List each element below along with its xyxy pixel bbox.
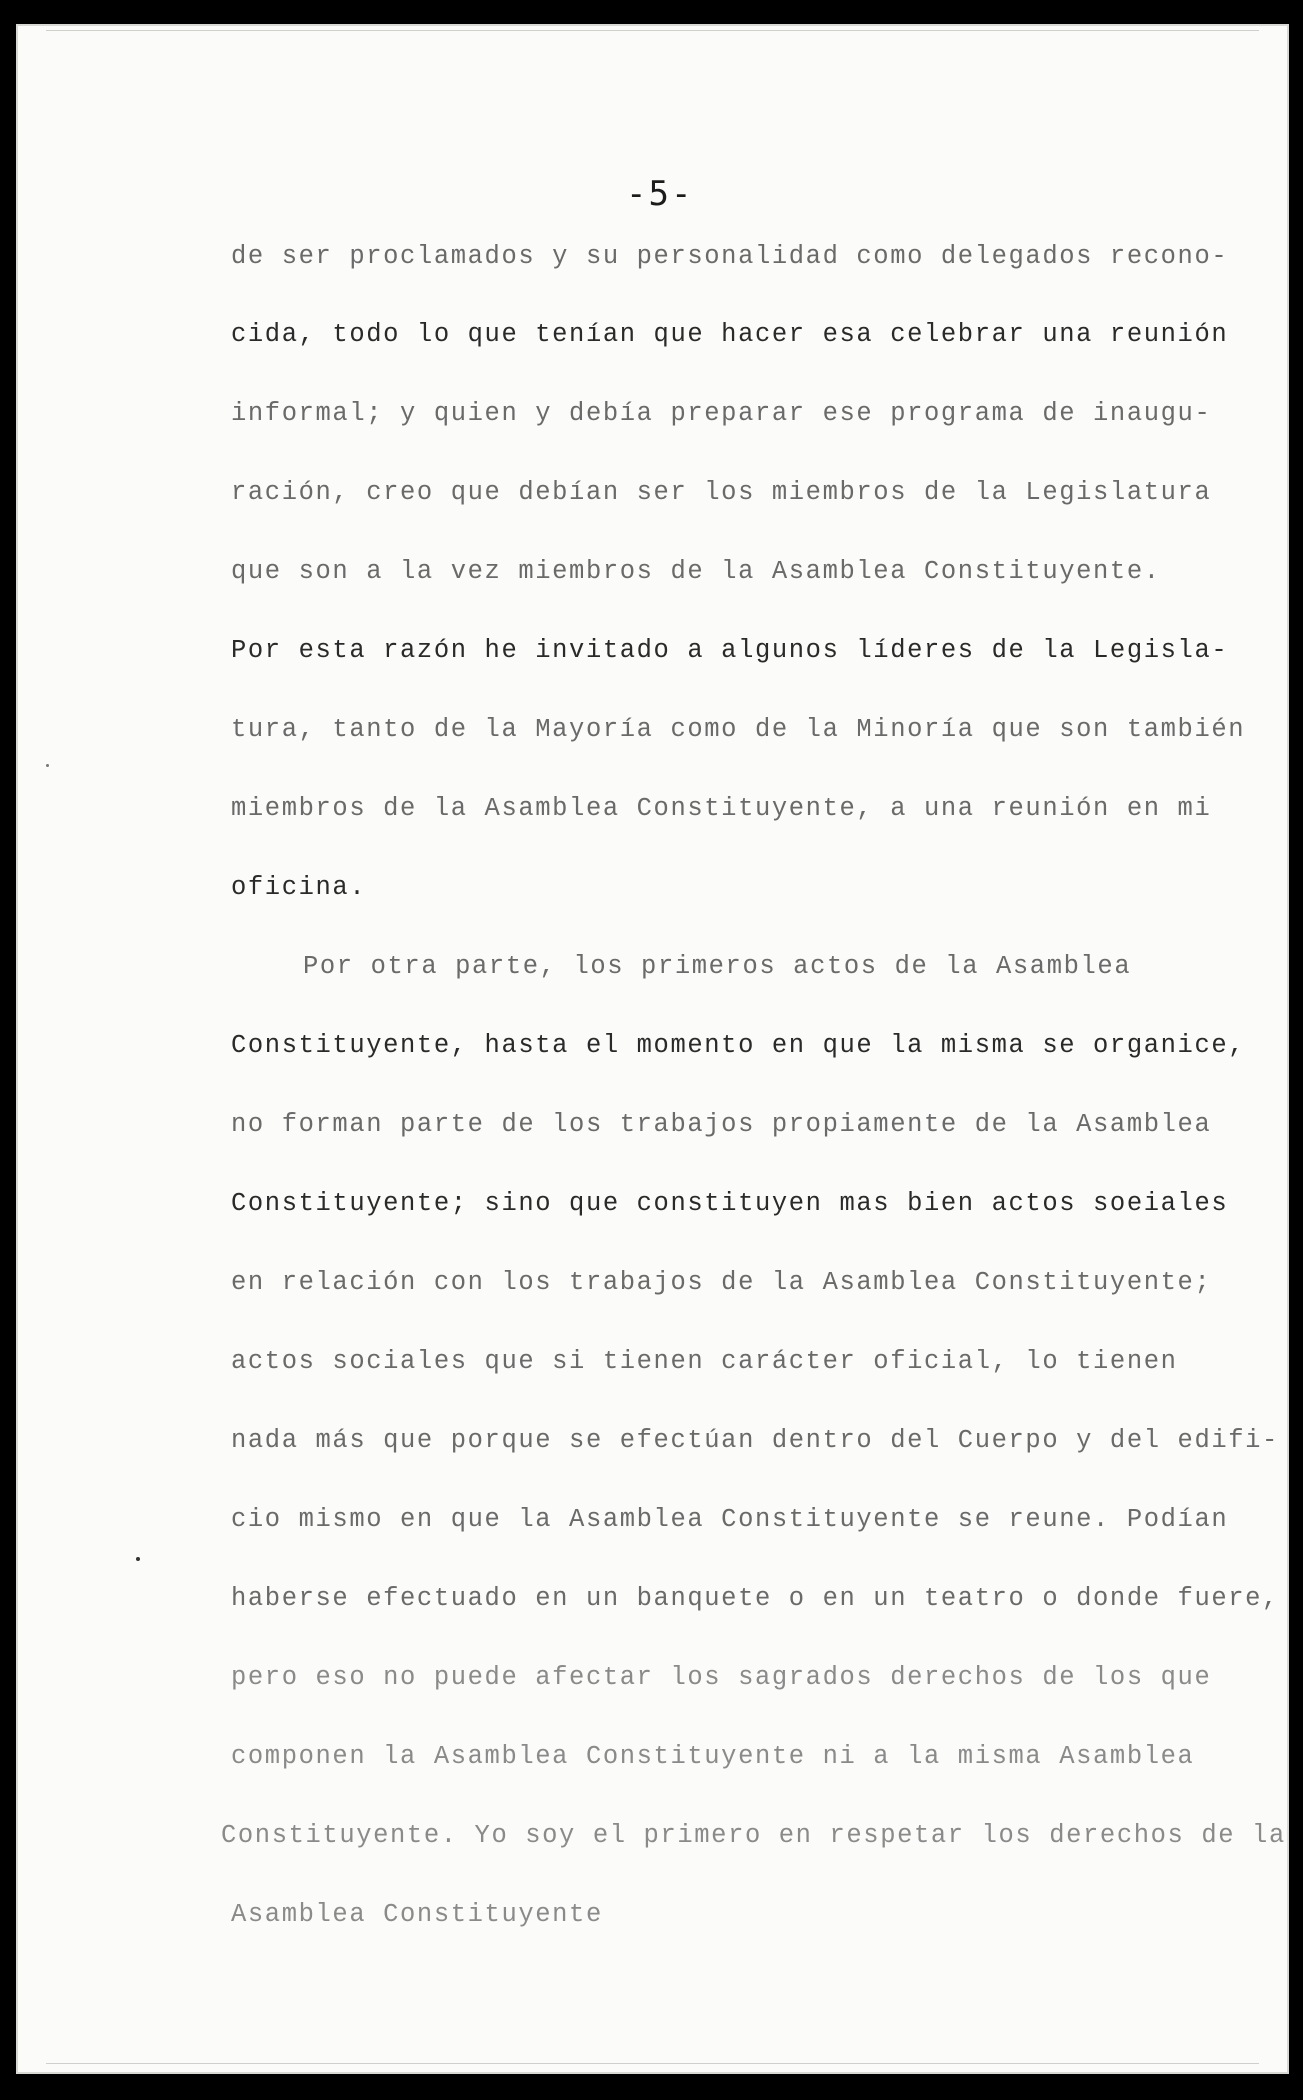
ink-speck (136, 1557, 140, 1561)
ink-speck (46, 764, 49, 767)
document-page (16, 24, 1289, 2074)
bottom-edge-line (46, 2063, 1259, 2064)
text-line: Por esta razón he invitado a algunos líderes de la Legisla- (231, 636, 1229, 665)
text-line: tura, tanto de la Mayoría como de la Minoría que son también (231, 715, 1246, 744)
text-line: que son a la vez miembros de la Asamblea Constituyente. (231, 557, 1161, 586)
text-line: Por otra parte, los primeros actos de la Asamblea (303, 952, 1132, 981)
text-line: cida, todo lo que tenían que hacer esa celebrar una reunión (231, 320, 1229, 349)
text-line: Constituyente. Yo soy el primero en respetar los derechos de la (221, 1821, 1286, 1850)
top-edge-line (46, 30, 1259, 31)
text-line: componen la Asamblea Constituyente ni a la misma Asamblea (231, 1742, 1195, 1771)
text-line: Constituyente, hasta el momento en que la misma se organice, (231, 1031, 1246, 1060)
text-line: cio mismo en que la Asamblea Constituyente se reune. Podían (231, 1505, 1229, 1534)
text-line: haberse efectuado en un banquete o en un teatro o donde fuere, (231, 1584, 1279, 1613)
text-line: actos sociales que si tienen carácter oficial, lo tienen (231, 1347, 1178, 1376)
text-line: Asamblea Constituyente (231, 1900, 603, 1929)
text-line: pero eso no puede afectar los sagrados derechos de los que (231, 1663, 1212, 1692)
text-line: miembros de la Asamblea Constituyente, a una reunión en mi (231, 794, 1212, 823)
text-line: de ser proclamados y su personalidad como delegados recono- (231, 242, 1229, 271)
page-number: -5- (626, 174, 694, 214)
text-line: Constituyente; sino que constituyen mas bien actos soeiales (231, 1189, 1229, 1218)
text-line: ración, creo que debían ser los miembros de la Legislatura (231, 478, 1212, 507)
text-line: en relación con los trabajos de la Asamblea Constituyente; (231, 1268, 1212, 1297)
text-line: informal; y quien y debía preparar ese programa de inaugu- (231, 399, 1212, 428)
text-line: oficina. (231, 873, 367, 902)
text-line: no forman parte de los trabajos propiamente de la Asamblea (231, 1110, 1212, 1139)
text-line: nada más que porque se efectúan dentro del Cuerpo y del edifi- (231, 1426, 1279, 1455)
